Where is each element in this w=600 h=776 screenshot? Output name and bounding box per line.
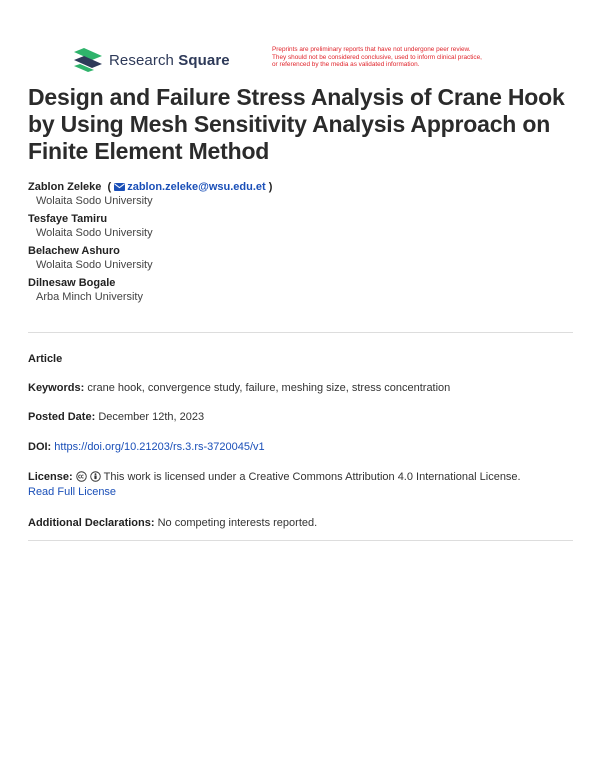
doi-link[interactable]: https://doi.org/10.21203/rs.3.rs-3720045/v1 — [54, 441, 265, 453]
research-square-logo-icon — [74, 48, 102, 72]
doi-row — [28, 440, 573, 455]
research-square-logo[interactable] — [74, 48, 230, 72]
preprint-disclaimer — [272, 46, 554, 69]
disclaimer-line-1: Preprints are preliminary reports that have not undergone peer review. — [272, 46, 471, 53]
posted-date-row — [28, 410, 573, 425]
divider-bottom — [28, 540, 573, 541]
doi-label: DOI: — [28, 441, 52, 453]
brand-name-part2: Square — [178, 51, 230, 69]
read-full-license-link[interactable]: Read Full License — [28, 486, 117, 498]
keywords-value: crane hook, convergence study, failure, meshing size, stress concentration — [87, 382, 451, 394]
email-open-paren: ( — [104, 181, 112, 193]
author-1 — [28, 180, 568, 209]
envelope-icon — [114, 183, 125, 191]
author-4-affiliation: Arba Minch University — [36, 291, 143, 303]
brand-name-part1: Research — [109, 51, 179, 69]
author-1-affiliation: Wolaita Sodo University — [36, 195, 153, 207]
author-3-affiliation: Wolaita Sodo University — [36, 259, 153, 271]
license-label: License: — [28, 471, 73, 483]
declarations-row — [28, 516, 573, 531]
brand-name — [109, 52, 230, 69]
keywords-row — [28, 381, 573, 396]
author-2-affiliation: Wolaita Sodo University — [36, 227, 153, 239]
paper-title: Design and Failure Stress Analysis of Crane Hook by Using Mesh Sensitivity Analysis Approach on Finite Element Method — [28, 84, 565, 164]
author-1-name: Zablon Zeleke — [28, 181, 102, 193]
author-3 — [28, 244, 568, 273]
posted-date-value: December 12th, 2023 — [98, 411, 205, 423]
divider-top — [28, 332, 573, 333]
author-2 — [28, 212, 568, 241]
declarations-label: Additional Declarations: — [28, 517, 155, 529]
disclaimer-line-2: They should not be considered conclusive, used to inform clinical practice, — [272, 53, 482, 61]
license-text: This work is licensed under a Creative Commons Attribution 4.0 International License. — [103, 471, 521, 483]
creative-commons-icon — [76, 471, 87, 482]
article-type — [28, 352, 573, 367]
author-4 — [28, 276, 568, 305]
author-list — [28, 180, 568, 308]
declarations-value: No competing interests reported. — [157, 517, 318, 529]
header — [74, 46, 554, 76]
disclaimer-line-3: or referenced by the media as validated information. — [272, 61, 420, 69]
attribution-icon — [90, 471, 101, 482]
keywords-label: Keywords: — [28, 382, 85, 394]
article-type-label: Article — [28, 353, 63, 365]
author-4-name: Dilnesaw Bogale — [28, 277, 116, 289]
posted-date-label: Posted Date: — [28, 411, 96, 423]
email-close-paren: ) — [268, 181, 273, 193]
author-2-name: Tesfaye Tamiru — [28, 213, 108, 225]
license-row — [28, 470, 573, 500]
author-1-email-link[interactable]: zablon.zeleke@wsu.edu.et — [127, 181, 266, 193]
author-3-name: Belachew Ashuro — [28, 245, 120, 257]
